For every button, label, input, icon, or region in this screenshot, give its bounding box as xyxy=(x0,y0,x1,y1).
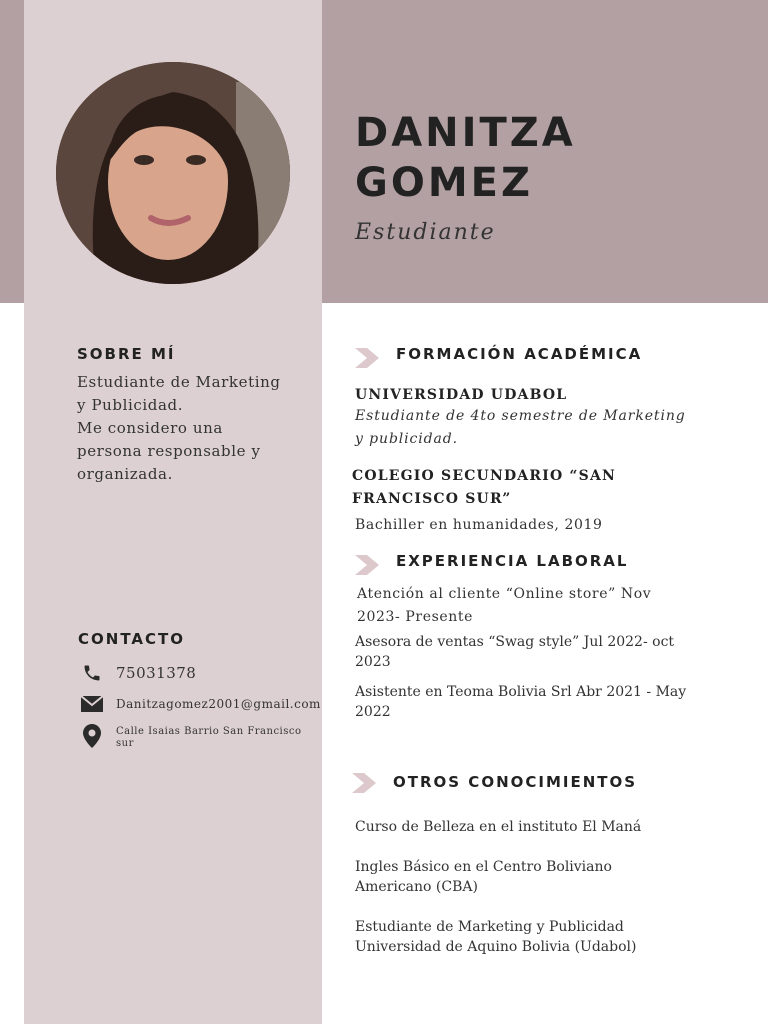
phone-icon xyxy=(80,663,104,683)
chevron-right-icon xyxy=(355,555,381,575)
experience-line: Asesora de ventas “Swag style” Jul 2022- oct xyxy=(355,634,675,650)
chevron-right-icon xyxy=(352,773,378,793)
school-name-line: FRANCISCO SUR” xyxy=(352,491,512,507)
address-line: Calle Isaias Barrio San Francisco xyxy=(116,726,302,737)
profile-photo-illustration xyxy=(56,62,290,284)
experience-item xyxy=(355,632,705,672)
job-title: Estudiante xyxy=(355,220,496,245)
university-name xyxy=(355,384,567,407)
experience-item xyxy=(355,682,715,722)
knowledge-item xyxy=(355,917,735,957)
university-name-text: UNIVERSIDAD UDABOL xyxy=(355,387,568,403)
knowledge-line: Americano (CBA) xyxy=(355,879,478,895)
profile-photo xyxy=(56,62,290,284)
phone-number[interactable]: 75031378 xyxy=(116,664,197,682)
experience-title: EXPERIENCIA LABORAL xyxy=(396,552,629,570)
contact-address xyxy=(80,724,302,750)
chevron-right-icon xyxy=(355,348,381,368)
about-line: organizada. xyxy=(77,465,173,483)
knowledge-line: Universidad de Aquino Bolivia (Udabol) xyxy=(355,939,637,955)
experience-line: 2022 xyxy=(355,704,391,720)
experience-line: 2023- Presente xyxy=(357,609,474,625)
email-address[interactable]: Danitzagomez2001@gmail.com xyxy=(116,697,321,711)
contact-phone xyxy=(80,663,196,683)
experience-line: Atención al cliente “Online store” Nov xyxy=(357,586,652,602)
university-desc-line: Estudiante de 4to semestre de Marketing xyxy=(355,408,686,424)
about-line: y Publicidad. xyxy=(77,396,184,414)
person-name xyxy=(355,108,576,208)
envelope-icon xyxy=(80,695,104,713)
last-name: GOMEZ xyxy=(355,160,533,206)
header-band-left xyxy=(0,0,24,303)
knowledge-item xyxy=(355,817,715,837)
contact-email xyxy=(80,695,321,713)
school-name xyxy=(352,465,616,511)
about-text xyxy=(77,371,312,486)
experience-item xyxy=(357,583,697,629)
about-title: SOBRE MÍ xyxy=(77,345,176,363)
knowledge-title: OTROS CONOCIMIENTOS xyxy=(393,773,638,791)
knowledge-line: Estudiante de Marketing y Publicidad xyxy=(355,919,624,935)
experience-line: Asistente en Teoma Bolivia Srl Abr 2021 - May xyxy=(355,684,687,700)
university-desc-line: y publicidad. xyxy=(355,431,458,447)
address-text xyxy=(116,726,302,750)
contact-title: CONTACTO xyxy=(78,630,185,648)
knowledge-item xyxy=(355,857,715,897)
about-line: persona responsable y xyxy=(77,442,261,460)
address-line: sur xyxy=(116,738,134,749)
education-title: FORMACIÓN ACADÉMICA xyxy=(396,345,643,363)
school-description: Bachiller en humanidades, 2019 xyxy=(355,517,603,533)
about-line: Estudiante de Marketing xyxy=(77,373,281,391)
map-pin-icon xyxy=(80,724,104,748)
knowledge-line: Curso de Belleza en el instituto El Maná xyxy=(355,819,642,835)
first-name: DANITZA xyxy=(355,110,576,156)
experience-line: 2023 xyxy=(355,654,391,670)
about-line: Me considero una xyxy=(77,419,223,437)
knowledge-line: Ingles Básico en el Centro Boliviano xyxy=(355,859,612,875)
school-name-line: COLEGIO SECUNDARIO “SAN xyxy=(352,468,617,484)
university-description xyxy=(355,405,705,451)
